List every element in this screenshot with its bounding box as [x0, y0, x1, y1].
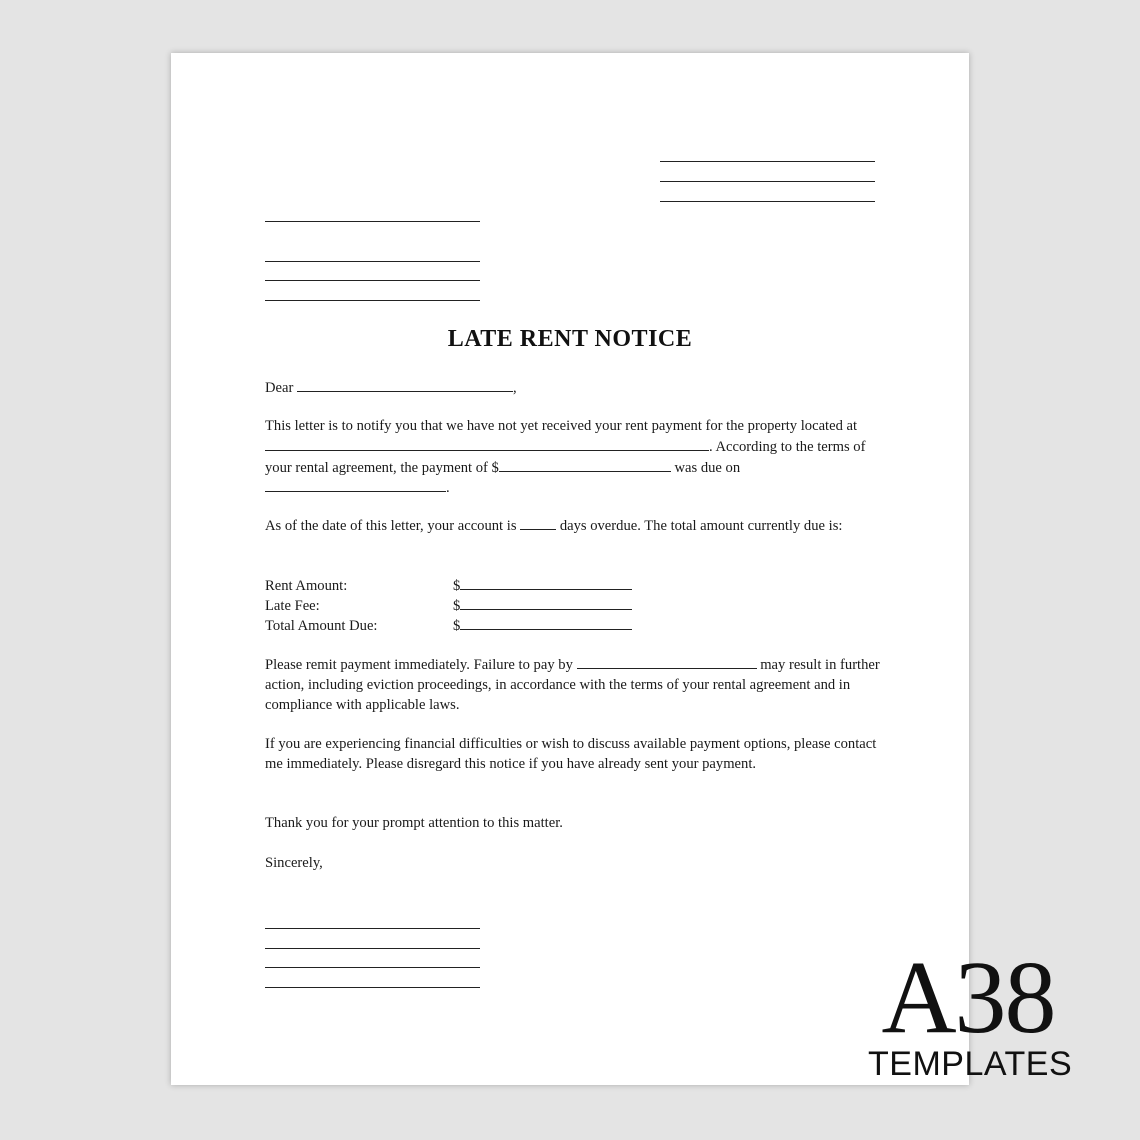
amount-row-late-fee	[265, 596, 632, 617]
signature-line	[265, 948, 480, 949]
payment-amount-blank	[499, 458, 671, 472]
due-date-blank	[265, 478, 446, 492]
recipient-address-line	[265, 261, 480, 262]
paragraph-remit-part1: Please remit payment immediately. Failure to pay by	[265, 657, 573, 673]
paragraph-overdue-part2: days overdue. The total amount currently due is:	[559, 518, 843, 534]
paragraph-overdue-part1: As of the date of this letter, your account is	[265, 518, 517, 534]
amount-label: Rent Amount:	[265, 578, 348, 594]
amount-label: Total Amount Due:	[265, 618, 378, 634]
signature-line	[265, 987, 480, 988]
salutation	[265, 378, 885, 399]
amount-row-rent	[265, 576, 632, 597]
sender-address-line	[660, 201, 875, 202]
closing: Sincerely,	[265, 855, 323, 871]
sender-address-line	[660, 181, 875, 182]
paragraph-notice-part4: .	[446, 480, 450, 497]
paragraph-remit-part2: may result in further action, including eviction proceedings, in accordance with the terms of your rental agreement and in compliance with applicable laws.	[265, 657, 880, 713]
paragraph-notice-part2: . According to the terms of your rental agreement, the payment of $	[265, 438, 866, 476]
paragraph-overdue	[265, 516, 885, 537]
date-line	[265, 221, 480, 222]
paragraph-notice-part1: This letter is to notify you that we have not yet received your rent payment for the property located at	[265, 418, 858, 434]
paragraph-remit	[265, 655, 885, 715]
logo-subtitle: TEMPLATES	[868, 1045, 1073, 1083]
salutation-prefix: Dear	[265, 380, 294, 396]
document-title: LATE RENT NOTICE	[447, 326, 693, 352]
deadline-date-blank	[577, 655, 757, 669]
salutation-suffix: ,	[513, 380, 517, 396]
paragraph-notice-part3: was due on	[674, 459, 741, 476]
signature-line	[265, 967, 480, 968]
paragraph-thanks: Thank you for your prompt attention to this matter.	[265, 815, 563, 831]
recipient-name-blank	[297, 378, 513, 392]
sender-address-line	[660, 161, 875, 162]
a38-templates-logo	[868, 940, 1073, 1083]
signature-line	[265, 928, 480, 929]
recipient-address-line	[265, 300, 480, 301]
days-overdue-blank	[520, 516, 556, 530]
currency-symbol: $	[453, 578, 461, 594]
amount-label: Late Fee:	[265, 598, 320, 614]
currency-symbol: $	[453, 618, 461, 634]
rent-amount-blank	[460, 576, 632, 590]
late-fee-blank	[460, 596, 632, 610]
total-due-blank	[460, 616, 632, 630]
logo-mark: A38	[881, 940, 1055, 1055]
amount-row-total	[265, 616, 632, 637]
recipient-address-line	[265, 280, 480, 281]
property-address-blank	[265, 437, 709, 451]
paragraph-contact: If you are experiencing financial difficulties or wish to discuss available payment options, please contact me immediately. Please disregard this notice if you have already sent your payment.	[265, 736, 877, 772]
paragraph-notice	[265, 417, 885, 499]
currency-symbol: $	[453, 598, 461, 614]
document-page	[171, 53, 969, 1085]
